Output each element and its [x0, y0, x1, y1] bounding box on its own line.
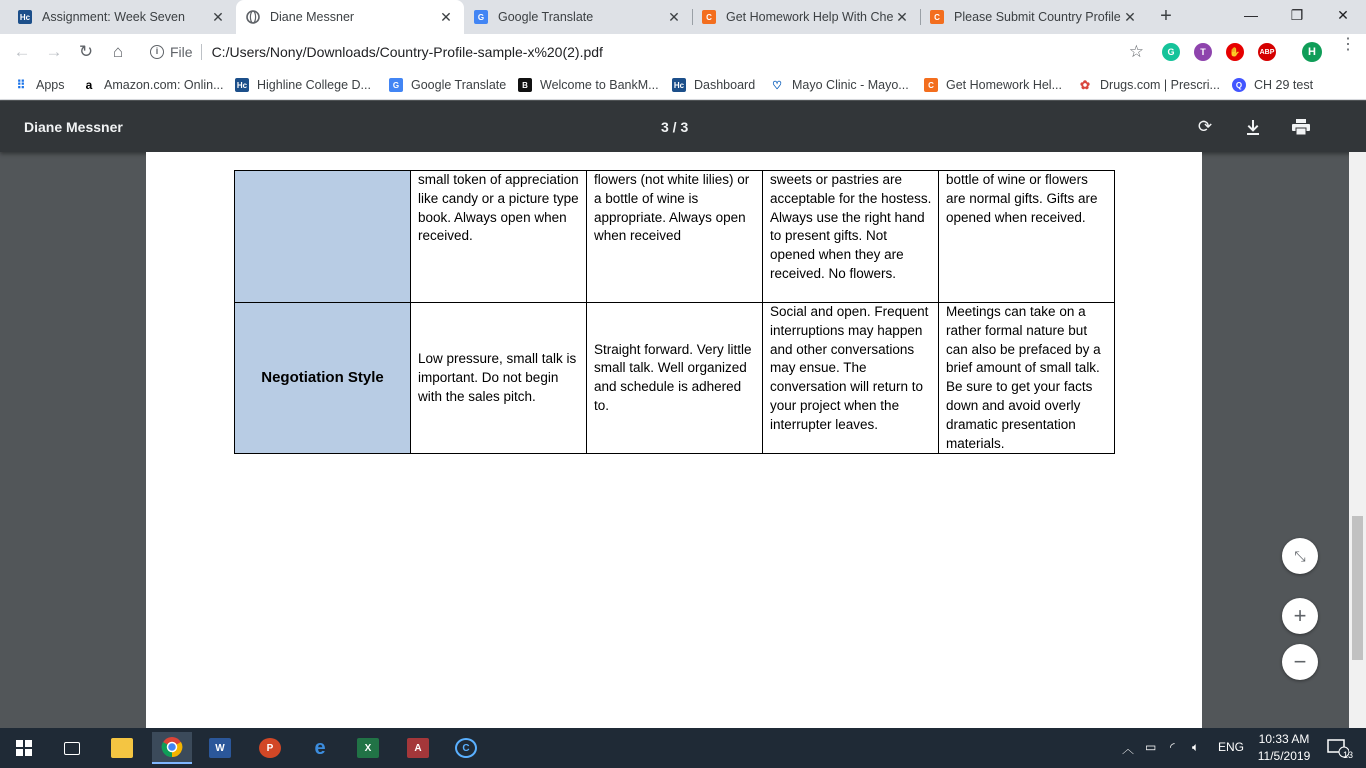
stop-extension-icon[interactable]: ✋: [1226, 43, 1244, 61]
pdf-toolbar: [0, 101, 1366, 152]
task-view-icon[interactable]: [52, 732, 92, 764]
more-menu-icon[interactable]: ⋮: [1340, 36, 1356, 53]
download-icon[interactable]: [1241, 115, 1265, 139]
table-cell: small token of appreciation like candy or a picture type book. Always open when received.: [411, 171, 587, 303]
tab-title: Assignment: Week Seven: [42, 10, 185, 24]
table-cell: Straight forward. Very little small talk. Well organized and schedule is adhered to.: [587, 303, 763, 454]
clock-time: 10:33 AM: [1258, 732, 1310, 746]
close-icon[interactable]: ✕: [440, 8, 452, 25]
bookmark-label: Mayo Clinic - Mayo...: [792, 78, 909, 92]
battery-icon[interactable]: ▭: [1145, 740, 1157, 754]
bookmark-label: Google Translate: [411, 78, 507, 92]
zoom-in-icon[interactable]: +: [1282, 598, 1318, 634]
close-icon[interactable]: ✕: [668, 8, 680, 25]
bookmark-label: CH 29 test: [1254, 78, 1314, 92]
app-icon[interactable]: C: [446, 732, 486, 764]
address-divider: [201, 44, 202, 60]
country-profile-table: [234, 170, 1115, 454]
reload-icon[interactable]: ↻: [78, 42, 94, 61]
url-text[interactable]: C:/Users/Nony/Downloads/Country-Profile-sample-x%20(2).pdf: [211, 44, 603, 60]
bookmark-label: Highline College D...: [257, 78, 371, 92]
wifi-icon[interactable]: ◜: [1170, 740, 1175, 754]
clock-date: 11/5/2019: [1257, 749, 1311, 763]
zoom-out-icon[interactable]: −: [1282, 644, 1318, 680]
tab-google-translate[interactable]: [464, 0, 692, 34]
hc-icon: Hc: [235, 78, 249, 92]
notifications-icon[interactable]: [1318, 732, 1358, 764]
table-row: [235, 171, 1115, 303]
tab-get-homework-help[interactable]: [692, 0, 920, 34]
tab-strip: [0, 0, 1366, 34]
home-icon[interactable]: ⌂: [112, 42, 124, 61]
bookmark-bank[interactable]: [518, 76, 659, 94]
table-cell: Low pressure, small talk is important. Do not begin with the sales pitch.: [411, 303, 587, 454]
fit-to-page-icon[interactable]: ⤡: [1282, 538, 1318, 574]
chevron-up-icon[interactable]: ︿: [1122, 742, 1135, 756]
mayo-icon: ♡: [772, 79, 782, 92]
pdf-page: [146, 152, 1202, 728]
info-icon[interactable]: i: [150, 45, 164, 59]
word-icon[interactable]: W: [200, 732, 240, 764]
bookmark-label: Drugs.com | Prescri...: [1100, 78, 1220, 92]
chegg-icon: C: [924, 78, 938, 92]
tab-title: Please Submit Country Profile: [954, 10, 1121, 24]
access-icon[interactable]: A: [398, 732, 438, 764]
new-tab-button[interactable]: +: [1160, 5, 1172, 27]
print-icon[interactable]: [1289, 115, 1313, 139]
quizlet-icon: Q: [1232, 78, 1246, 92]
bookmark-highline-college[interactable]: [235, 76, 371, 94]
forward-icon[interactable]: →: [45, 42, 63, 61]
bank-icon: B: [518, 78, 532, 92]
bookmarks-bar: [0, 70, 1366, 100]
table-cell: Social and open. Frequent interruptions may happen and other conversations may ensue. The conversation will return to your project when the interrupter leaves.: [763, 303, 939, 454]
bookmark-star-icon[interactable]: ☆: [1128, 42, 1144, 61]
tab-submit-country-profile[interactable]: [920, 0, 1148, 34]
system-clock[interactable]: [1250, 731, 1318, 765]
bookmark-mayo-clinic[interactable]: [770, 76, 909, 94]
tab-title: Get Homework Help With Che: [726, 10, 894, 24]
close-icon[interactable]: ✕: [1124, 8, 1136, 25]
row-header-negotiation-style: Negotiation Style: [235, 303, 411, 454]
bookmark-label: Apps: [36, 78, 65, 92]
bookmark-label: Dashboard: [694, 78, 756, 92]
notification-count: 13: [1343, 750, 1354, 760]
chegg-icon: C: [702, 10, 716, 24]
address-bar[interactable]: [142, 38, 1152, 66]
file-explorer-icon[interactable]: [102, 732, 142, 764]
scrollbar-thumb[interactable]: [1352, 516, 1363, 660]
table-row: [235, 303, 1115, 454]
tab-title: Google Translate: [498, 10, 594, 24]
edge-icon[interactable]: e: [314, 736, 326, 759]
close-icon[interactable]: ✕: [896, 8, 908, 25]
color-extension-icon[interactable]: T: [1194, 43, 1212, 61]
rotate-icon[interactable]: ⟳: [1197, 117, 1213, 136]
pdf-title: Diane Messner: [24, 119, 123, 135]
page-indicator: 3 / 3: [661, 119, 689, 135]
table-cell: Meetings can take on a rather formal nature but can also be prefaced by a brief amount of small talk. Be sure to get your facts down and avoid overly dramatic presentation materials.: [939, 303, 1115, 454]
google-translate-icon: G: [474, 10, 488, 24]
restore-icon[interactable]: ❐: [1290, 6, 1304, 23]
bookmark-amazon[interactable]: [82, 76, 224, 94]
windows-taskbar: [0, 728, 1366, 768]
bookmark-apps[interactable]: [14, 76, 65, 94]
bookmark-dashboard[interactable]: [672, 76, 755, 94]
google-translate-icon: G: [389, 78, 403, 92]
table-cell: flowers (not white lilies) or a bottle of wine is appropriate. Always open when received: [587, 171, 763, 303]
minimize-icon[interactable]: —: [1244, 7, 1258, 23]
table-cell: sweets or pastries are acceptable for the hostess. Always use the right hand to present gifts. Not opened when they are received. No flowers.: [763, 171, 939, 303]
globe-icon: [246, 10, 260, 24]
browser-toolbar: [0, 34, 1366, 70]
powerpoint-icon[interactable]: P: [250, 732, 290, 764]
chrome-taskbar-icon[interactable]: [152, 732, 192, 764]
tab-title: Diane Messner: [270, 10, 355, 24]
language-indicator[interactable]: ENG: [1218, 740, 1245, 754]
bookmark-label: Welcome to BankM...: [540, 78, 659, 92]
tab-assignment-week-seven[interactable]: [8, 0, 236, 34]
vertical-scrollbar[interactable]: [1349, 152, 1366, 728]
bookmark-homework-help[interactable]: [924, 76, 1062, 94]
volume-muted-icon[interactable]: 🔈︎: [1192, 740, 1200, 754]
bookmark-label: Get Homework Hel...: [946, 78, 1063, 92]
close-window-icon[interactable]: ✕: [1337, 6, 1349, 23]
row-header: [235, 171, 411, 303]
url-scheme: File: [170, 44, 193, 60]
grammarly-icon[interactable]: G: [1162, 43, 1180, 61]
hc-icon: Hc: [18, 10, 32, 24]
adblock-plus-icon[interactable]: ABP: [1258, 43, 1276, 61]
windows-start-icon[interactable]: [4, 732, 44, 764]
bookmark-drugs-com[interactable]: [1078, 76, 1220, 94]
apps-grid-icon: ⠿: [16, 78, 26, 92]
excel-icon[interactable]: X: [348, 732, 388, 764]
profile-avatar[interactable]: H: [1302, 42, 1322, 62]
bookmark-ch29-test[interactable]: [1232, 76, 1313, 94]
bookmark-label: Amazon.com: Onlin...: [104, 78, 224, 92]
hc-icon: Hc: [672, 78, 686, 92]
tab-diane-messner[interactable]: [236, 0, 464, 34]
table-cell: bottle of wine or flowers are normal gifts. Gifts are opened when received.: [939, 171, 1115, 303]
chegg-icon: C: [930, 10, 944, 24]
close-icon[interactable]: ✕: [212, 8, 224, 25]
drugs-icon: ✿: [1079, 78, 1091, 92]
amazon-icon: a: [85, 78, 93, 92]
bookmark-google-translate[interactable]: [389, 76, 506, 94]
back-icon[interactable]: ←: [13, 42, 31, 61]
